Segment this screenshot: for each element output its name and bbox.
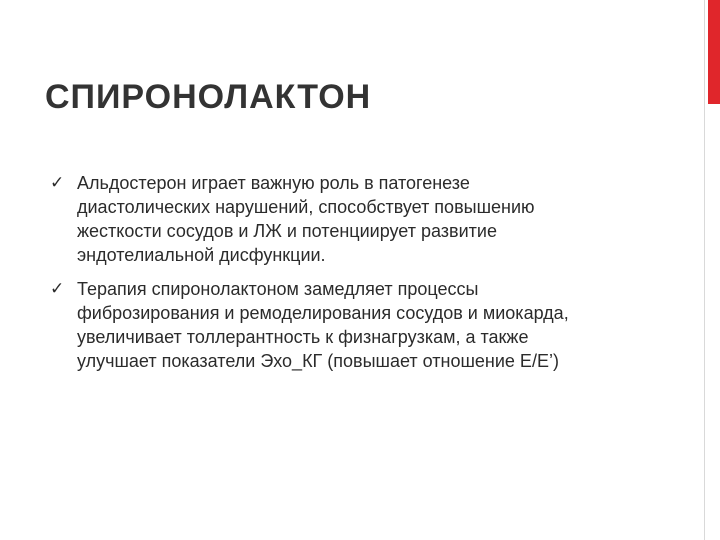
bullet-line: улучшает показатели Эхо_КГ (повышает отношение Е/Е’) [77, 351, 559, 371]
bullet-item-therapy [50, 277, 650, 373]
bullet-line: эндотелиальной дисфункции. [77, 245, 326, 265]
checkmark-icon: ✓ [50, 173, 65, 193]
red-accent-bar [708, 0, 720, 104]
slide-edge-divider [704, 0, 705, 540]
slide-title: СПИРОНОЛАКТОН [45, 78, 372, 116]
bullet-line: Терапия спиронолактоном замедляет процессы [77, 279, 479, 299]
bullet-line: Альдостерон играет важную роль в патогенезе [77, 173, 470, 193]
checkmark-icon: ✓ [50, 279, 65, 299]
bullet-line: фиброзирования и ремоделирования сосудов и миокарда, [77, 303, 569, 323]
bullet-line: диастолических нарушений, способствует повышению [77, 197, 535, 217]
bullet-list [50, 171, 650, 383]
bullet-line: жесткости сосудов и ЛЖ и потенциирует развитие [77, 221, 497, 241]
bullet-line: увеличивает толлерантность к физнагрузкам, а также [77, 327, 529, 347]
bullet-item-aldosterone [50, 171, 650, 267]
